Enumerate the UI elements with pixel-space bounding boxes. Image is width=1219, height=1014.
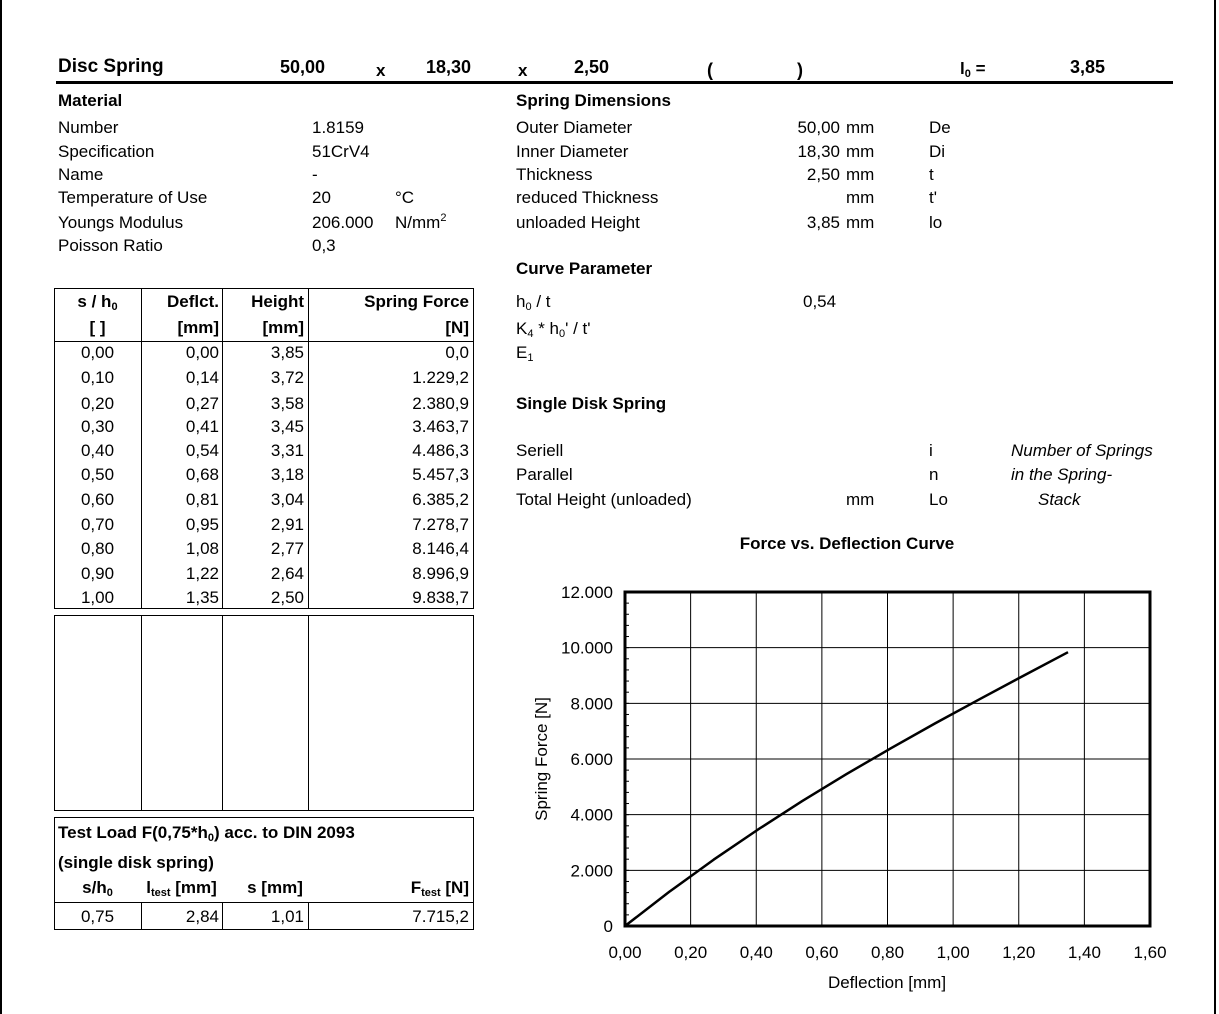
cell-height: 2,91 bbox=[270, 515, 304, 534]
material-label: Youngs Modulus bbox=[58, 213, 184, 232]
cell-height: 2,50 bbox=[270, 588, 304, 607]
curve-param-title: Curve Parameter bbox=[516, 259, 653, 278]
cell-spring-force: 8.146,4 bbox=[412, 539, 469, 558]
curve-param-e1: $E_1$ bbox=[516, 343, 534, 364]
test-load-rule bbox=[54, 902, 474, 903]
y-tick-label: 10.000 bbox=[561, 638, 613, 658]
header-rule bbox=[56, 81, 1173, 84]
cell-deflection: 1,08 bbox=[185, 539, 219, 558]
material-label: Specification bbox=[58, 142, 155, 161]
dimension-symbol: Di bbox=[929, 142, 946, 161]
dimension-unit: mm bbox=[846, 142, 875, 161]
dimension-unit: mm bbox=[846, 165, 875, 184]
x-tick-label: 0,80 bbox=[870, 943, 905, 962]
test-load-header-s: s [mm] bbox=[247, 878, 303, 897]
empty-table bbox=[54, 615, 474, 811]
parallel-symbol: n bbox=[929, 465, 939, 484]
force-curve-line bbox=[625, 652, 1068, 926]
cell-spring-force: 4.486,3 bbox=[412, 441, 469, 460]
y-tick-label: 2.000 bbox=[570, 861, 613, 881]
cell-height: 2,77 bbox=[270, 539, 304, 558]
dimension-value: 2,50 bbox=[806, 165, 840, 184]
material-value: 51CrV4 bbox=[312, 142, 370, 161]
cell-deflection: 0,68 bbox=[185, 465, 219, 484]
test-load-s: 1,01 bbox=[270, 907, 304, 926]
dimension-label: Inner Diameter bbox=[516, 142, 629, 161]
x-tick-label: 1,60 bbox=[1133, 943, 1167, 962]
dimension-label: Thickness bbox=[516, 165, 593, 184]
cell-spring-force: 3.463,7 bbox=[412, 417, 469, 436]
dimension-symbol: lo bbox=[929, 213, 943, 232]
dimensions-title: Spring Dimensions bbox=[516, 91, 671, 110]
test-load-header-ltest: $l_{test}$ [mm] bbox=[146, 878, 217, 899]
header-x2: x bbox=[518, 61, 528, 80]
x-tick-label: 1,40 bbox=[1067, 943, 1101, 962]
cell-deflection: 0,54 bbox=[185, 441, 219, 460]
table-col-divider bbox=[308, 615, 309, 811]
dimension-label: unloaded Height bbox=[516, 213, 640, 232]
cell-spring-force: 5.457,3 bbox=[412, 465, 469, 484]
test-load-ltest: 2,84 bbox=[185, 907, 219, 926]
col-header-height-unit: [mm] bbox=[262, 318, 304, 337]
cell-spring-force: 7.278,7 bbox=[412, 515, 469, 534]
cell-height: 3,72 bbox=[270, 368, 304, 387]
note-line3: Stack bbox=[1038, 490, 1081, 509]
right-border bbox=[1214, 0, 1216, 1014]
cell-deflection: 0,00 bbox=[185, 343, 219, 362]
total-height-symbol: Lo bbox=[929, 490, 948, 509]
material-label: Temperature of Use bbox=[58, 188, 208, 207]
cell-spring-force: 0,0 bbox=[445, 343, 469, 362]
cell-s-h0: 0,00 bbox=[80, 343, 115, 362]
chart-title: Force vs. Deflection Curve bbox=[739, 534, 955, 553]
doc-title: Disc Spring bbox=[58, 56, 164, 77]
seriell-label: Seriell bbox=[516, 441, 564, 460]
material-value: 1.8159 bbox=[312, 118, 364, 137]
header-x1: x bbox=[376, 61, 386, 80]
cell-spring-force: 2.380,9 bbox=[412, 394, 469, 413]
cell-deflection: 0,27 bbox=[185, 394, 219, 413]
col-header-s-h0: s / $h_0$ bbox=[77, 292, 118, 313]
x-tick-label: 1,00 bbox=[936, 943, 970, 962]
test-load-ftest: 7.715,2 bbox=[412, 907, 469, 926]
y-tick-label: 8.000 bbox=[570, 694, 613, 714]
total-height-label: Total Height (unloaded) bbox=[516, 490, 692, 509]
col-header-height: Height bbox=[251, 292, 304, 311]
cell-height: 3,04 bbox=[270, 490, 304, 509]
dimension-unit: mm bbox=[846, 188, 875, 207]
dimension-symbol: t' bbox=[929, 188, 937, 207]
material-value: 20 bbox=[312, 188, 331, 207]
cell-height: 3,45 bbox=[270, 417, 304, 436]
col-header-deflection: Deflct. bbox=[167, 292, 219, 311]
cell-spring-force: 9.838,7 bbox=[412, 588, 469, 607]
dimension-value: 3,85 bbox=[806, 213, 840, 232]
x-tick-label: 0,60 bbox=[805, 943, 839, 962]
curve-param-k4: $K_4 * h_0'$ / t' bbox=[516, 319, 591, 340]
material-label: Number bbox=[58, 118, 119, 137]
dimension-symbol: De bbox=[929, 118, 951, 137]
material-unit: °C bbox=[395, 188, 415, 207]
test-load-title: Test Load $F(0,75*h_0)$ acc. to DIN 2093 bbox=[58, 823, 355, 844]
table-col-divider bbox=[141, 615, 142, 811]
cell-spring-force: 6.385,2 bbox=[412, 490, 469, 509]
header-l0-value: 3,85 bbox=[1070, 57, 1106, 77]
cell-s-h0: 0,10 bbox=[80, 368, 115, 387]
y-axis-label: Spring Force [N] bbox=[532, 697, 551, 821]
cell-s-h0: 0,80 bbox=[80, 539, 115, 558]
material-label: Poisson Ratio bbox=[58, 236, 163, 255]
material-label: Name bbox=[58, 165, 104, 184]
cell-s-h0: 0,60 bbox=[80, 490, 115, 509]
total-height-unit: mm bbox=[846, 490, 875, 509]
left-border bbox=[0, 0, 2, 1014]
dimension-label: reduced Thickness bbox=[516, 188, 659, 207]
col-header-deflection-unit: [mm] bbox=[177, 318, 219, 337]
curve-param-h0t: $h_0$ / t bbox=[516, 292, 551, 313]
cell-s-h0: 0,30 bbox=[80, 417, 115, 436]
col-header-spring-force: Spring Force bbox=[364, 292, 469, 311]
x-axis-label: Deflection [mm] bbox=[827, 973, 947, 992]
material-value: - bbox=[312, 165, 318, 184]
material-unit: $N/mm^2$ bbox=[395, 212, 447, 232]
header-paren-close: ) bbox=[797, 60, 803, 80]
cell-s-h0: 0,20 bbox=[80, 394, 115, 413]
x-tick-label: 1,20 bbox=[1002, 943, 1036, 962]
cell-deflection: 0,14 bbox=[185, 368, 219, 387]
x-tick-label: 0,40 bbox=[739, 943, 773, 962]
curve-param-h0t-value: 0,54 bbox=[803, 292, 837, 311]
y-tick-label: 4.000 bbox=[570, 805, 613, 825]
cell-deflection: 0,41 bbox=[185, 417, 219, 436]
cell-height: 3,31 bbox=[270, 441, 304, 460]
cell-spring-force: 1.229,2 bbox=[412, 368, 469, 387]
force-deflection-chart bbox=[500, 525, 1190, 1000]
cell-deflection: 0,95 bbox=[185, 515, 219, 534]
material-value: 0,3 bbox=[312, 236, 336, 255]
cell-height: 3,18 bbox=[270, 465, 304, 484]
dimension-unit: mm bbox=[846, 213, 875, 232]
table-header-rule bbox=[54, 341, 474, 342]
cell-s-h0: 0,40 bbox=[80, 441, 115, 460]
header-outer-diameter: 50,00 bbox=[280, 57, 326, 77]
single-disk-title: Single Disk Spring bbox=[516, 394, 667, 413]
y-tick-label: 6.000 bbox=[570, 750, 613, 769]
header-l0-label: $l_0$ = bbox=[960, 59, 986, 80]
cell-height: 3,85 bbox=[270, 343, 304, 362]
cell-s-h0: 0,90 bbox=[80, 564, 115, 583]
cell-spring-force: 8.996,9 bbox=[412, 564, 469, 583]
note-line2: in the Spring- bbox=[1011, 465, 1113, 484]
cell-s-h0: 0,70 bbox=[80, 515, 115, 534]
table-col-divider bbox=[222, 615, 223, 811]
cell-s-h0: 1,00 bbox=[80, 588, 115, 607]
seriell-symbol: i bbox=[929, 441, 933, 460]
header-inner-diameter: 18,30 bbox=[426, 57, 472, 77]
dimension-symbol: t bbox=[929, 165, 934, 184]
x-tick-label: 0,20 bbox=[674, 943, 708, 962]
cell-deflection: 1,22 bbox=[185, 564, 219, 583]
col-header-spring-force-unit: [N] bbox=[445, 318, 469, 337]
dimension-label: Outer Diameter bbox=[516, 118, 633, 137]
cell-height: 3,58 bbox=[270, 394, 304, 413]
cell-deflection: 1,35 bbox=[185, 588, 219, 607]
header-thickness: 2,50 bbox=[574, 57, 610, 77]
dimension-value: 18,30 bbox=[797, 142, 840, 161]
dimension-value: 50,00 bbox=[797, 118, 840, 137]
material-title: Material bbox=[58, 91, 123, 110]
y-tick-label: 0 bbox=[603, 917, 613, 936]
note-line1: Number of Springs bbox=[1011, 441, 1153, 460]
material-value: 206.000 bbox=[312, 213, 374, 232]
test-load-s-h0: 0,75 bbox=[80, 907, 115, 926]
cell-deflection: 0,81 bbox=[185, 490, 219, 509]
parallel-label: Parallel bbox=[516, 465, 573, 484]
test-load-subtitle: (single disk spring) bbox=[58, 853, 214, 872]
dimension-unit: mm bbox=[846, 118, 875, 137]
header-paren-open: ( bbox=[707, 60, 713, 80]
col-header-s-h0-unit: [ ] bbox=[89, 318, 106, 337]
test-load-header-s-h0: $s/h_0$ bbox=[82, 878, 113, 899]
cell-s-h0: 0,50 bbox=[80, 465, 115, 484]
y-tick-label: 12.000 bbox=[561, 583, 613, 602]
cell-height: 2,64 bbox=[270, 564, 304, 583]
test-load-header-ftest: $F_{test}$ [N] bbox=[410, 878, 469, 899]
x-tick-label: 0,00 bbox=[608, 943, 642, 962]
